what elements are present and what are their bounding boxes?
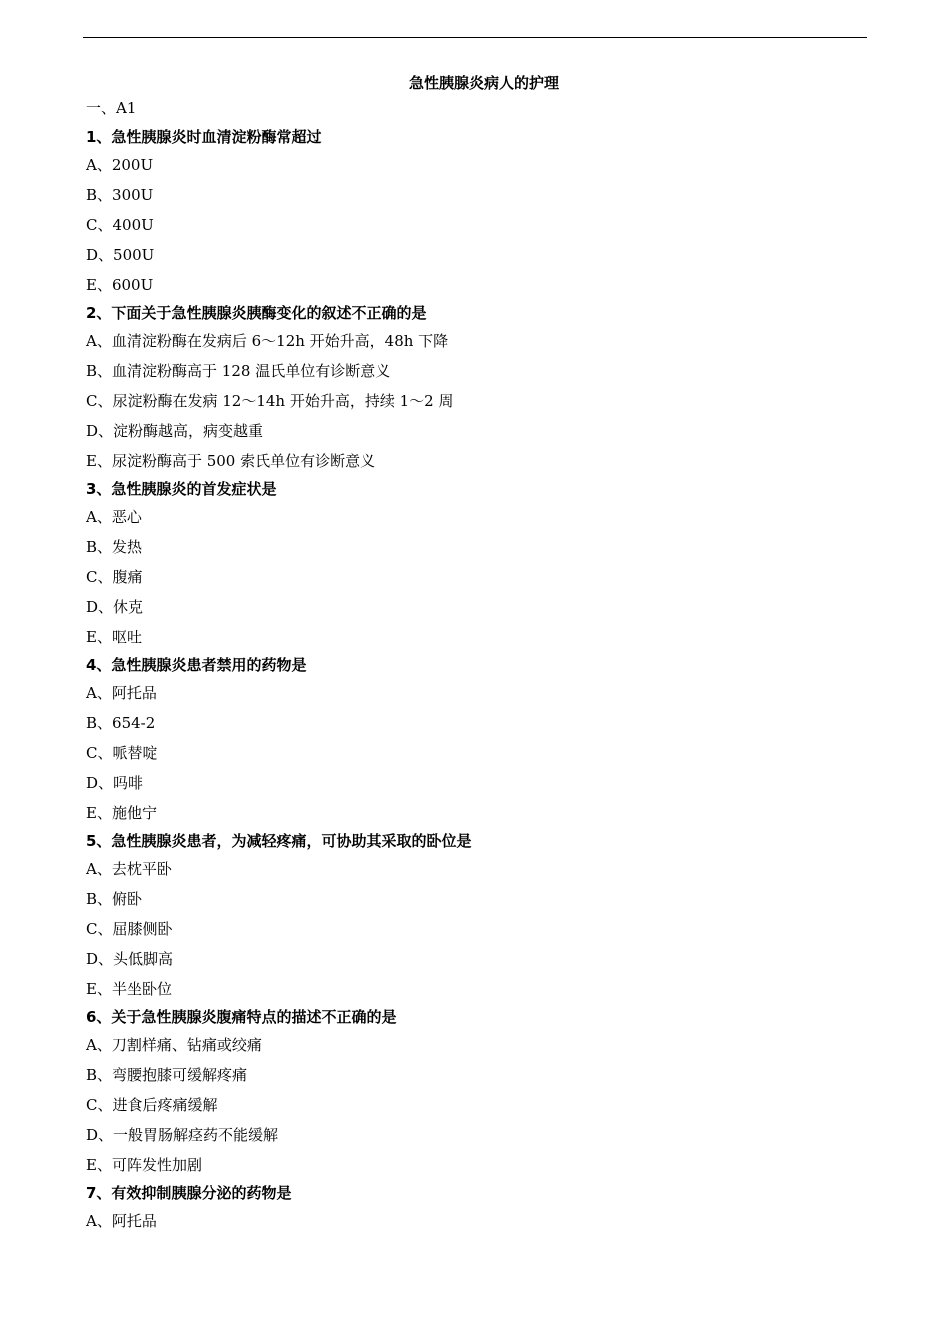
question-4-option-e: E、施他宁 <box>86 804 157 822</box>
question-2-option-b: B、血清淀粉酶高于 128 温氏单位有诊断意义 <box>86 362 391 380</box>
question-1-option-c: C、400U <box>86 216 154 234</box>
question-5-option-e: E、半坐卧位 <box>86 980 172 998</box>
question-7-option-a: A、阿托品 <box>86 1212 157 1230</box>
question-list <box>86 124 866 1236</box>
question-2-option-c: C、尿淀粉酶在发病 12～14h 开始升高，持续 1～2 周 <box>86 392 454 410</box>
question-1-option-a: A、200U <box>86 156 154 174</box>
question-7: 7、有效抑制胰腺分泌的药物是 <box>86 1184 292 1202</box>
question-4-option-d: D、吗啡 <box>86 774 144 792</box>
question-6: 6、关于急性胰腺炎腹痛特点的描述不正确的是 <box>86 1008 397 1026</box>
question-3-option-c: C、腹痛 <box>86 568 143 586</box>
question-5-option-d: D、头低脚高 <box>86 950 174 968</box>
question-1-option-b: B、300U <box>86 186 154 204</box>
question-3-option-b: B、发热 <box>86 538 143 556</box>
question-2: 2、下面关于急性胰腺炎胰酶变化的叙述不正确的是 <box>86 304 427 322</box>
question-3: 3、急性胰腺炎的首发症状是 <box>86 480 277 498</box>
question-2-option-d: D、淀粉酶越高，病变越重 <box>86 422 264 440</box>
section-label: 一、A1 <box>86 99 137 117</box>
question-3-option-d: D、休克 <box>86 598 144 616</box>
question-6-option-c: C、进食后疼痛缓解 <box>86 1096 218 1114</box>
question-1-option-e: E、600U <box>86 276 154 294</box>
question-5-option-a: A、去枕平卧 <box>86 860 172 878</box>
question-6-option-a: A、刀割样痛、钻痛或绞痛 <box>86 1036 262 1054</box>
question-4-option-b: B、654-2 <box>86 714 156 732</box>
question-5: 5、急性胰腺炎患者，为减轻疼痛，可协助其采取的卧位是 <box>86 832 472 850</box>
question-4-option-a: A、阿托品 <box>86 684 157 702</box>
question-2-option-a: A、血清淀粉酶在发病后 6～12h 开始升高，48h 下降 <box>86 332 449 350</box>
question-4: 4、急性胰腺炎患者禁用的药物是 <box>86 656 307 674</box>
document-title: 急性胰腺炎病人的护理 <box>408 74 559 92</box>
question-6-option-d: D、一般胃肠解痉药不能缓解 <box>86 1126 279 1144</box>
question-1-option-d: D、500U <box>86 246 155 264</box>
question-5-option-b: B、俯卧 <box>86 890 143 908</box>
header-rule <box>83 37 867 38</box>
question-1: 1、急性胰腺炎时血清淀粉酶常超过 <box>86 128 322 146</box>
question-3-option-a: A、恶心 <box>86 508 142 526</box>
question-5-option-c: C、屈膝侧卧 <box>86 920 173 938</box>
question-6-option-e: E、可阵发性加剧 <box>86 1156 202 1174</box>
question-2-option-e: E、尿淀粉酶高于 500 索氏单位有诊断意义 <box>86 452 376 470</box>
question-3-option-e: E、呕吐 <box>86 628 142 646</box>
question-4-option-c: C、哌替啶 <box>86 744 158 762</box>
question-6-option-b: B、弯腰抱膝可缓解疼痛 <box>86 1066 248 1084</box>
